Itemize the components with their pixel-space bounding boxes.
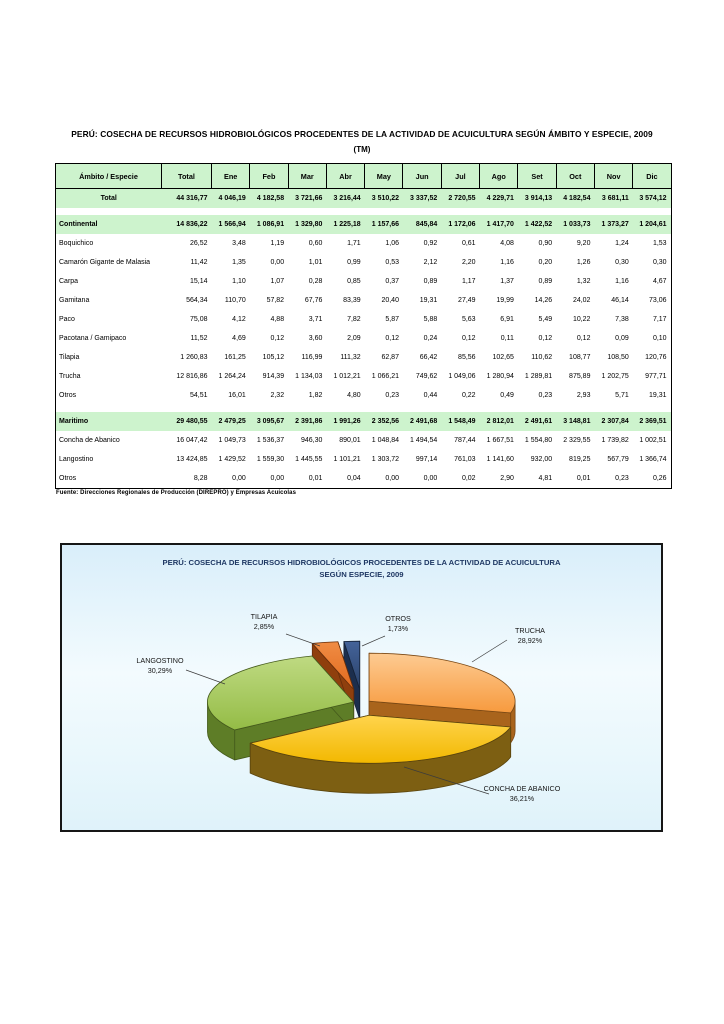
table-body — [56, 189, 672, 489]
pie-chart-panel — [60, 543, 663, 832]
value-cell: 161,25 — [224, 354, 246, 361]
row-label: Maritimo — [56, 412, 162, 431]
value-cell: 4,69 — [232, 335, 246, 342]
value-cell: 1 172,06 — [441, 215, 479, 234]
value-cell: 1 049,73 — [218, 437, 246, 444]
value-cell: 19,99 — [496, 297, 514, 304]
value-cell: 0,12 — [270, 335, 285, 342]
spacer-cell — [56, 405, 672, 412]
column-header: May — [365, 164, 403, 189]
column-header: Ago — [480, 164, 518, 189]
value-cell: 12 816,86 — [176, 373, 208, 380]
value-cell: 2,20 — [461, 259, 476, 266]
value-cell: 0,89 — [538, 278, 553, 285]
value-cell: 761,03 — [454, 456, 476, 463]
value-cell: 9,20 — [576, 240, 591, 247]
value-cell: 1,37 — [500, 278, 514, 285]
value-cell: 27,49 — [458, 297, 476, 304]
value-cell: 0,61 — [461, 240, 476, 247]
harvest-table — [55, 163, 672, 489]
value-cell: 62,87 — [381, 354, 399, 361]
table-row — [56, 272, 672, 291]
row-label: Total — [56, 189, 162, 209]
value-cell: 0,12 — [576, 335, 591, 342]
table-section — [55, 163, 671, 489]
value-cell: 3,71 — [308, 316, 323, 323]
value-cell: 2 720,55 — [441, 189, 479, 209]
source-note: Fuente: Direcciones Regionales de Producción (DIREPRO) y Empresas Acuícolas — [56, 490, 297, 496]
value-cell: 4,88 — [270, 316, 285, 323]
row-label: Concha de Abanico — [59, 437, 120, 444]
header-row — [56, 164, 672, 189]
value-cell: 1 086,91 — [250, 215, 288, 234]
value-cell: 102,65 — [492, 354, 514, 361]
value-cell: 0,12 — [538, 335, 553, 342]
value-cell: 2 812,01 — [480, 412, 518, 431]
value-cell: 1,71 — [347, 240, 361, 247]
value-cell: 787,44 — [454, 437, 476, 444]
value-cell: 1 739,82 — [601, 437, 629, 444]
value-cell: 2 491,61 — [518, 412, 556, 431]
value-cell: 11,42 — [190, 259, 208, 266]
value-cell: 3 721,66 — [288, 189, 326, 209]
value-cell: 3,60 — [308, 335, 323, 342]
column-header: Jun — [403, 164, 441, 189]
table-row — [56, 234, 672, 253]
row-label: Camarón Gigante de Malasia — [59, 259, 151, 266]
value-cell: 4 182,54 — [556, 189, 594, 209]
value-cell: 0,20 — [538, 259, 553, 266]
value-cell: 1 554,80 — [524, 437, 553, 444]
row-label: Paco — [59, 316, 75, 323]
value-cell: 1 329,80 — [288, 215, 326, 234]
value-cell: 1 559,30 — [256, 456, 285, 463]
table-row — [56, 253, 672, 272]
value-cell: 75,08 — [189, 316, 208, 323]
value-cell: 6,91 — [500, 316, 514, 323]
value-cell: 54,51 — [189, 392, 208, 399]
row-label: Langostino — [59, 456, 94, 463]
value-cell: 0,00 — [270, 475, 285, 482]
value-cell: 116,99 — [301, 354, 323, 361]
table-row — [56, 215, 672, 234]
value-cell: 1,53 — [652, 240, 667, 247]
value-cell: 1 667,51 — [486, 437, 514, 444]
value-cell: 1,26 — [576, 259, 591, 266]
pie-label-name: OTROS — [385, 614, 411, 623]
value-cell: 0,02 — [461, 475, 476, 482]
value-cell: 5,87 — [385, 316, 399, 323]
value-cell: 1 202,75 — [601, 373, 629, 380]
value-cell: 1,19 — [270, 240, 285, 247]
value-cell: 5,63 — [461, 316, 476, 323]
value-cell: 0,00 — [423, 475, 438, 482]
value-cell: 0,99 — [347, 259, 361, 266]
pie-callout-line — [362, 636, 385, 646]
pie-callout-line — [286, 634, 320, 646]
value-cell: 1,01 — [308, 259, 323, 266]
value-cell: 2,90 — [500, 475, 514, 482]
value-cell: 14 836,22 — [162, 215, 212, 234]
value-cell: 16,01 — [228, 392, 246, 399]
value-cell: 46,14 — [611, 297, 629, 304]
value-cell: 7,17 — [652, 316, 667, 323]
value-cell: 1,32 — [576, 278, 591, 285]
unit-label: (TM) — [353, 145, 371, 154]
value-cell: 110,70 — [224, 297, 246, 304]
value-cell: 110,62 — [531, 354, 553, 361]
value-cell: 0,00 — [270, 259, 285, 266]
value-cell: 2 329,55 — [563, 437, 591, 444]
column-header: Dic — [633, 164, 671, 189]
value-cell: 564,34 — [186, 297, 208, 304]
value-cell: 0,12 — [461, 335, 476, 342]
value-cell: 3 914,13 — [518, 189, 556, 209]
value-cell: 0,23 — [385, 392, 399, 399]
value-cell: 20,40 — [381, 297, 399, 304]
value-cell: 5,88 — [423, 316, 438, 323]
value-cell: 0,24 — [423, 335, 438, 342]
value-cell: 1 066,21 — [371, 373, 399, 380]
column-header: Total — [162, 164, 212, 189]
value-cell: 0,01 — [308, 475, 323, 482]
value-cell: 0,60 — [308, 240, 323, 247]
value-cell: 1 991,26 — [326, 412, 364, 431]
chart-title — [62, 545, 661, 581]
column-header: Mar — [288, 164, 326, 189]
pie-label-name: TILAPIA — [250, 612, 278, 621]
value-cell: 1,82 — [308, 392, 323, 399]
value-cell: 0,01 — [576, 475, 591, 482]
value-cell: 1 048,84 — [371, 437, 399, 444]
value-cell: 1 204,61 — [633, 215, 671, 234]
value-cell: 0,23 — [538, 392, 553, 399]
table-row — [56, 367, 672, 386]
spacer-row — [56, 208, 672, 215]
value-cell: 4 046,19 — [212, 189, 250, 209]
value-cell: 4 182,58 — [250, 189, 288, 209]
value-cell: 26,52 — [189, 240, 208, 247]
row-label: Gamitana — [59, 297, 90, 304]
value-cell: 3,48 — [232, 240, 246, 247]
value-cell: 111,32 — [340, 354, 361, 361]
column-header: Jul — [441, 164, 479, 189]
value-cell: 997,14 — [415, 456, 438, 463]
column-header: Nov — [594, 164, 632, 189]
value-cell: 4,80 — [347, 392, 361, 399]
value-cell: 0,04 — [347, 475, 361, 482]
value-cell: 1 445,55 — [295, 456, 323, 463]
value-cell: 15,14 — [189, 278, 208, 285]
value-cell: 7,82 — [347, 316, 361, 323]
value-cell: 1,16 — [500, 259, 514, 266]
value-cell: 0,30 — [615, 259, 629, 266]
value-cell: 19,31 — [649, 392, 667, 399]
value-cell: 1 289,81 — [524, 373, 553, 380]
pie-label-percent: 28,92% — [517, 636, 543, 645]
value-cell: 0,90 — [538, 240, 553, 247]
value-cell: 19,31 — [419, 297, 438, 304]
value-cell: 1 157,66 — [365, 215, 403, 234]
chart-title-line2: SEGÚN ESPECIE, 2009 — [319, 570, 404, 579]
value-cell: 1 548,49 — [441, 412, 479, 431]
pie-label-percent: 2,85% — [253, 622, 275, 631]
pie-label-name: TRUCHA — [515, 626, 545, 635]
value-cell: 14,26 — [534, 297, 553, 304]
value-cell: 749,62 — [415, 373, 438, 380]
value-cell: 0,92 — [423, 240, 438, 247]
value-cell: 932,00 — [530, 456, 553, 463]
value-cell: 1,16 — [615, 278, 629, 285]
value-cell: 1 049,06 — [448, 373, 476, 380]
value-cell: 83,39 — [343, 297, 361, 304]
value-cell: 1 280,94 — [486, 373, 514, 380]
value-cell: 2,32 — [270, 392, 285, 399]
value-cell: 1 536,37 — [256, 437, 285, 444]
pie-label-percent: 36,21% — [509, 794, 535, 803]
value-cell: 13 424,85 — [176, 456, 208, 463]
value-cell: 2 369,51 — [633, 412, 671, 431]
value-cell: 3 574,12 — [633, 189, 671, 209]
value-cell: 1 264,24 — [218, 373, 246, 380]
value-cell: 66,42 — [419, 354, 438, 361]
value-cell: 0,00 — [232, 475, 246, 482]
value-cell: 3 095,67 — [250, 412, 288, 431]
value-cell: 1 303,72 — [371, 456, 399, 463]
value-cell: 977,71 — [645, 373, 667, 380]
value-cell: 4 229,71 — [480, 189, 518, 209]
value-cell: 1 422,52 — [518, 215, 556, 234]
table-head — [56, 164, 672, 189]
pie-label-percent: 1,73% — [387, 624, 409, 633]
value-cell: 108,50 — [607, 354, 629, 361]
value-cell: 1 134,03 — [295, 373, 323, 380]
value-cell: 0,30 — [652, 259, 667, 266]
value-cell: 0,49 — [500, 392, 514, 399]
value-cell: 44 316,77 — [162, 189, 212, 209]
column-header: Ene — [212, 164, 250, 189]
column-header: Set — [518, 164, 556, 189]
value-cell: 73,06 — [649, 297, 667, 304]
value-cell: 2 479,25 — [212, 412, 250, 431]
value-cell: 1 373,27 — [594, 215, 632, 234]
value-cell: 2,12 — [423, 259, 438, 266]
value-cell: 1 566,94 — [212, 215, 250, 234]
value-cell: 3 681,11 — [594, 189, 632, 209]
value-cell: 2 307,84 — [594, 412, 632, 431]
value-cell: 1 366,74 — [639, 456, 667, 463]
value-cell: 0,85 — [347, 278, 361, 285]
column-header: Feb — [250, 164, 288, 189]
value-cell: 1 002,51 — [639, 437, 667, 444]
table-row — [56, 431, 672, 450]
value-cell: 0,37 — [385, 278, 399, 285]
value-cell: 11,52 — [190, 335, 208, 342]
value-cell: 3 148,81 — [556, 412, 594, 431]
value-cell: 5,71 — [615, 392, 629, 399]
value-cell: 819,25 — [569, 456, 591, 463]
value-cell: 1,10 — [232, 278, 246, 285]
value-cell: 1 101,21 — [333, 456, 361, 463]
value-cell: 0,11 — [500, 335, 514, 342]
value-cell: 1,17 — [461, 278, 476, 285]
row-label: Otros — [59, 475, 77, 482]
row-label: Tilapia — [59, 354, 80, 361]
value-cell: 105,12 — [262, 354, 285, 361]
value-cell: 2,93 — [576, 392, 591, 399]
column-header: Oct — [556, 164, 594, 189]
table-row — [56, 412, 672, 431]
value-cell: 875,89 — [569, 373, 591, 380]
value-cell: 0,12 — [385, 335, 399, 342]
value-cell: 29 480,55 — [162, 412, 212, 431]
value-cell: 1,35 — [232, 259, 246, 266]
value-cell: 0,09 — [615, 335, 629, 342]
value-cell: 2,09 — [347, 335, 361, 342]
value-cell: 0,10 — [652, 335, 667, 342]
value-cell: 914,39 — [262, 373, 285, 380]
value-cell: 4,08 — [500, 240, 514, 247]
value-cell: 2 391,86 — [288, 412, 326, 431]
table-row — [56, 469, 672, 489]
value-cell: 120,76 — [645, 354, 667, 361]
column-header: Ámbito / Especie — [56, 164, 162, 189]
value-cell: 10,22 — [572, 316, 591, 323]
value-cell: 1 417,70 — [480, 215, 518, 234]
value-cell: 1 494,54 — [410, 437, 438, 444]
table-row — [56, 310, 672, 329]
value-cell: 2 352,56 — [365, 412, 403, 431]
table-row — [56, 386, 672, 405]
value-cell: 0,53 — [385, 259, 399, 266]
value-cell: 0,00 — [385, 475, 399, 482]
value-cell: 57,82 — [266, 297, 285, 304]
value-cell: 67,76 — [304, 297, 323, 304]
value-cell: 946,30 — [300, 437, 323, 444]
value-cell: 1 260,83 — [180, 354, 208, 361]
row-label: Otros — [59, 392, 77, 399]
value-cell: 567,79 — [607, 456, 629, 463]
value-cell: 24,02 — [572, 297, 591, 304]
value-cell: 0,44 — [423, 392, 438, 399]
value-cell: 8,28 — [193, 475, 208, 482]
value-cell: 3 510,22 — [365, 189, 403, 209]
value-cell: 1 141,60 — [486, 456, 514, 463]
row-label: Carpa — [59, 278, 79, 285]
value-cell: 0,23 — [615, 475, 629, 482]
value-cell: 845,84 — [403, 215, 441, 234]
value-cell: 1 225,18 — [326, 215, 364, 234]
spacer-cell — [56, 208, 672, 215]
value-cell: 5,49 — [538, 316, 553, 323]
value-cell: 1 033,73 — [556, 215, 594, 234]
pie-callout-line — [472, 640, 507, 662]
row-label: Continental — [56, 215, 162, 234]
pie-label-percent: 30,29% — [147, 666, 173, 675]
table-row — [56, 189, 672, 209]
value-cell: 1,06 — [385, 240, 399, 247]
value-cell: 4,81 — [538, 475, 553, 482]
value-cell: 85,56 — [458, 354, 476, 361]
page-title: PERÚ: COSECHA DE RECURSOS HIDROBIOLÓGICOS PROCEDENTES DE LA ACTIVIDAD DE ACUICULTURA SEGÚN ÁMBITO Y ESPECIE, 2009 — [71, 129, 653, 139]
value-cell: 1 012,21 — [333, 373, 361, 380]
table-row — [56, 348, 672, 367]
table-row — [56, 450, 672, 469]
spacer-row — [56, 405, 672, 412]
value-cell: 3 216,44 — [326, 189, 364, 209]
value-cell: 108,77 — [569, 354, 591, 361]
value-cell: 1 429,52 — [218, 456, 246, 463]
value-cell: 16 047,42 — [176, 437, 208, 444]
value-cell: 890,01 — [339, 437, 361, 444]
pie-callout-line — [186, 670, 225, 684]
value-cell: 1,24 — [615, 240, 629, 247]
value-cell: 7,38 — [615, 316, 629, 323]
value-cell: 0,28 — [308, 278, 323, 285]
value-cell: 3 337,52 — [403, 189, 441, 209]
value-cell: 0,22 — [461, 392, 476, 399]
table-row — [56, 329, 672, 348]
row-label: Trucha — [59, 373, 81, 380]
column-header: Abr — [326, 164, 364, 189]
pie-chart-svg — [62, 545, 661, 830]
row-label: Boquichico — [59, 240, 94, 247]
value-cell: 2 491,68 — [403, 412, 441, 431]
pie-label-name: LANGOSTINO — [136, 656, 184, 665]
value-cell: 4,12 — [232, 316, 246, 323]
value-cell: 4,67 — [652, 278, 667, 285]
pie-label-name: CONCHA DE ABANICO — [483, 784, 561, 793]
value-cell: 0,26 — [652, 475, 667, 482]
row-label: Pacotana / Gamipaco — [59, 335, 127, 342]
value-cell: 0,89 — [423, 278, 438, 285]
chart-title-line1: PERÚ: COSECHA DE RECURSOS HIDROBIOLÓGICOS PROCEDENTES DE LA ACTIVIDAD DE ACUICULTURA — [162, 558, 561, 567]
table-row — [56, 291, 672, 310]
value-cell: 1,07 — [270, 278, 285, 285]
